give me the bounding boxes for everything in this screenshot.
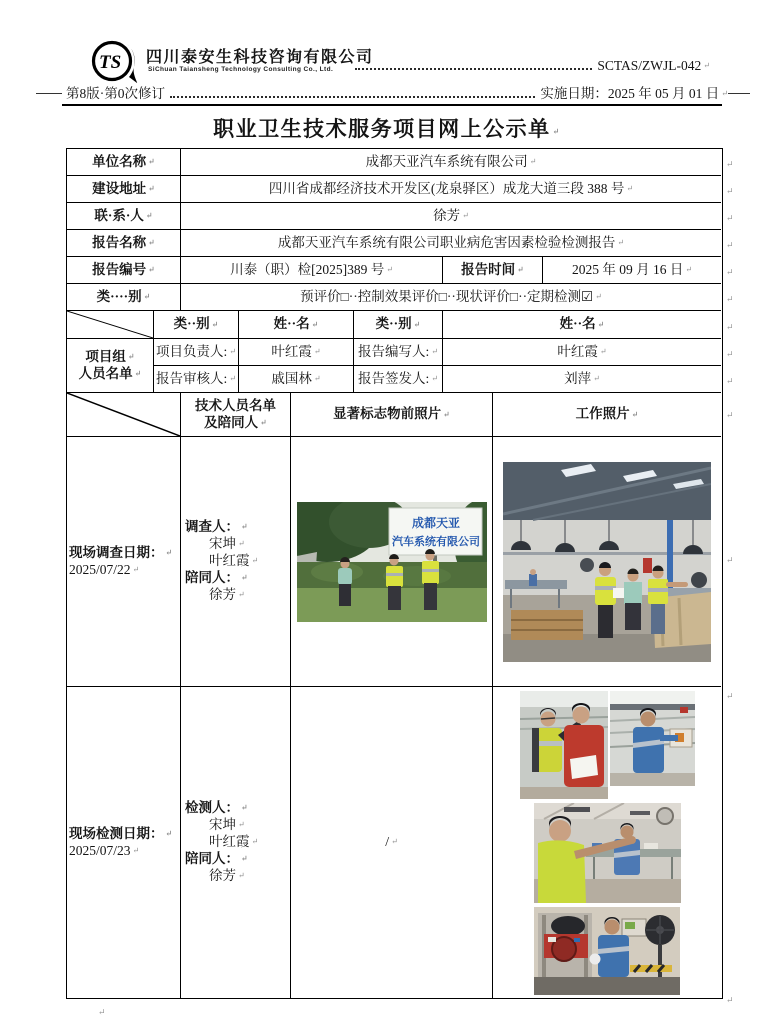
surveyor-name: 叶红霞 ↵ — [185, 553, 258, 570]
team-role-1: 项目负责人: ↵ — [154, 339, 239, 366]
address-value: 四川省成都经济技术开发区(龙泉驿区）成龙大道三段 388 号 ↵ — [181, 176, 721, 203]
report-no-label: 报告编号 ↵ — [67, 257, 181, 284]
work-photo-workshop — [534, 803, 681, 903]
team-name-4: 刘萍 ↵ — [443, 366, 721, 393]
report-time-label: 报告时间 ↵ — [443, 257, 543, 284]
page-title: 职业卫生技术服务项目网上公示单 ↵ — [0, 113, 774, 143]
address-label: 建设地址 ↵ — [67, 176, 181, 203]
diagonal-line — [67, 393, 180, 436]
header-rule — [62, 104, 722, 106]
landmark-photo — [297, 502, 487, 622]
tech-staff-header-line2: 及陪同人 ↵ — [204, 415, 267, 432]
unit-name-label: 单位名称 ↵ — [67, 149, 181, 176]
contact-value: 徐芳 ↵ — [181, 203, 721, 230]
report-time-value: 2025 年 09 月 16 日 ↵ — [543, 257, 721, 284]
logo-monogram: TS — [99, 52, 122, 73]
work-photo-header: 工作照片 ↵ — [493, 393, 721, 437]
team-header-type-b: 类··别 ↵ — [354, 311, 443, 339]
landmark-placeholder: / ↵ — [385, 834, 398, 852]
company-sign-line2: 汽车系统有限公司 — [391, 535, 480, 548]
survey-date-value: 2025/07/22 ↵ — [69, 562, 139, 579]
detect-people-cell — [181, 687, 291, 998]
team-header-type-a: 类··别 ↵ — [154, 311, 239, 339]
survey-date-cell — [67, 437, 181, 687]
company-logo-icon — [88, 36, 140, 88]
team-group-label — [67, 339, 154, 393]
landmark-photo-cell — [291, 437, 493, 687]
work-photo-saw-machine — [534, 907, 680, 995]
revision-label: 第8版·第0次修订 — [66, 86, 165, 101]
surveyor-label: 调查人： ↵ — [185, 519, 248, 536]
company-name-cn: 四川泰安生科技咨询有限公司 — [146, 49, 374, 66]
team-name-2: 叶红霞 ↵ — [443, 339, 721, 366]
team-role-3: 报告审核人: ↵ — [154, 366, 239, 393]
detect-date-cell — [67, 687, 181, 998]
work-photo-sampling — [520, 691, 608, 799]
category-label: 类····别 ↵ — [67, 284, 181, 311]
work-photo-cell-1 — [493, 437, 721, 687]
team-name-1: 叶红霞 ↵ — [239, 339, 354, 366]
team-header-name-a: 姓··名 ↵ — [239, 311, 354, 339]
implementation-date: 实施日期：2025 年 05 月 01 日 ↵ — [540, 82, 728, 102]
landmark-placeholder-cell — [291, 687, 493, 998]
escort-name: 徐芳 ↵ — [185, 587, 245, 604]
escort-name: 徐芳 ↵ — [185, 868, 245, 885]
margin-dash-left — [36, 93, 62, 94]
dotted-leader — [170, 96, 535, 98]
report-no-value: 川泰（职）检[2025]389 号 ↵ — [181, 257, 443, 284]
form-table — [66, 148, 723, 999]
dotted-leader — [355, 68, 592, 70]
category-checkboxes: 预评价□··控制效果评价□··现状评价□··定期检测☑ ↵ — [181, 284, 721, 311]
work-photo-machine — [610, 691, 695, 786]
contact-label: 联·系·人 ↵ — [67, 203, 181, 230]
report-name-value: 成都天亚汽车系统有限公司职业病危害因素检验检测报告 ↵ — [181, 230, 721, 257]
doc-code-row — [350, 58, 710, 74]
team-group-line1: 项目组 ↵ — [85, 349, 134, 366]
company-name-en: SiChuan Taiansheng Technology Consulting Co., Ltd. — [148, 66, 334, 73]
diagonal-line — [67, 311, 153, 338]
report-name-label: 报告名称 ↵ — [67, 230, 181, 257]
team-group-line2: 人员名单 ↵ — [79, 366, 142, 383]
version-row — [66, 82, 728, 102]
margin-dash-right — [728, 93, 750, 94]
project-team-section — [67, 311, 722, 393]
team-header-name-b: 姓··名 ↵ — [443, 311, 721, 339]
team-role-2: 报告编写人: ↵ — [354, 339, 443, 366]
team-role-4: 报告签发人: ↵ — [354, 366, 443, 393]
detector-label: 检测人： ↵ — [185, 800, 248, 817]
diagonal-header-cell-2 — [67, 393, 181, 437]
survey-people-cell — [181, 437, 291, 687]
escort-label: 陪同人： ↵ — [185, 570, 248, 587]
diagonal-header-cell — [67, 311, 154, 339]
tech-staff-header — [181, 393, 291, 437]
unit-name-value: 成都天亚汽车系统有限公司 ↵ — [181, 149, 721, 176]
surveyor-name: 宋坤 ↵ — [185, 536, 245, 553]
company-sign-line1: 成都天亚 — [411, 515, 460, 530]
detector-name: 宋坤 ↵ — [185, 817, 245, 834]
tech-staff-header-line1: 技术人员名单 — [195, 397, 276, 413]
team-name-3: 戚国林 ↵ — [239, 366, 354, 393]
work-photo-cell-2 — [493, 687, 721, 998]
detect-date-value: 2025/07/23 ↵ — [69, 843, 139, 860]
detect-date-label: 现场检测日期： ↵ — [69, 826, 172, 843]
escort-label: 陪同人： ↵ — [185, 851, 248, 868]
survey-date-label: 现场调查日期： ↵ — [69, 545, 172, 562]
landmark-photo-header: 显著标志物前照片 ↵ — [291, 393, 493, 437]
basic-info-section — [67, 149, 722, 311]
work-photo-collage — [520, 687, 695, 995]
photo-section — [67, 393, 722, 998]
detector-name: 叶红霞 ↵ — [185, 834, 258, 851]
doc-code: SCTAS/ZWJL-042 ↵ — [597, 58, 710, 74]
work-photo-survey — [503, 462, 711, 662]
